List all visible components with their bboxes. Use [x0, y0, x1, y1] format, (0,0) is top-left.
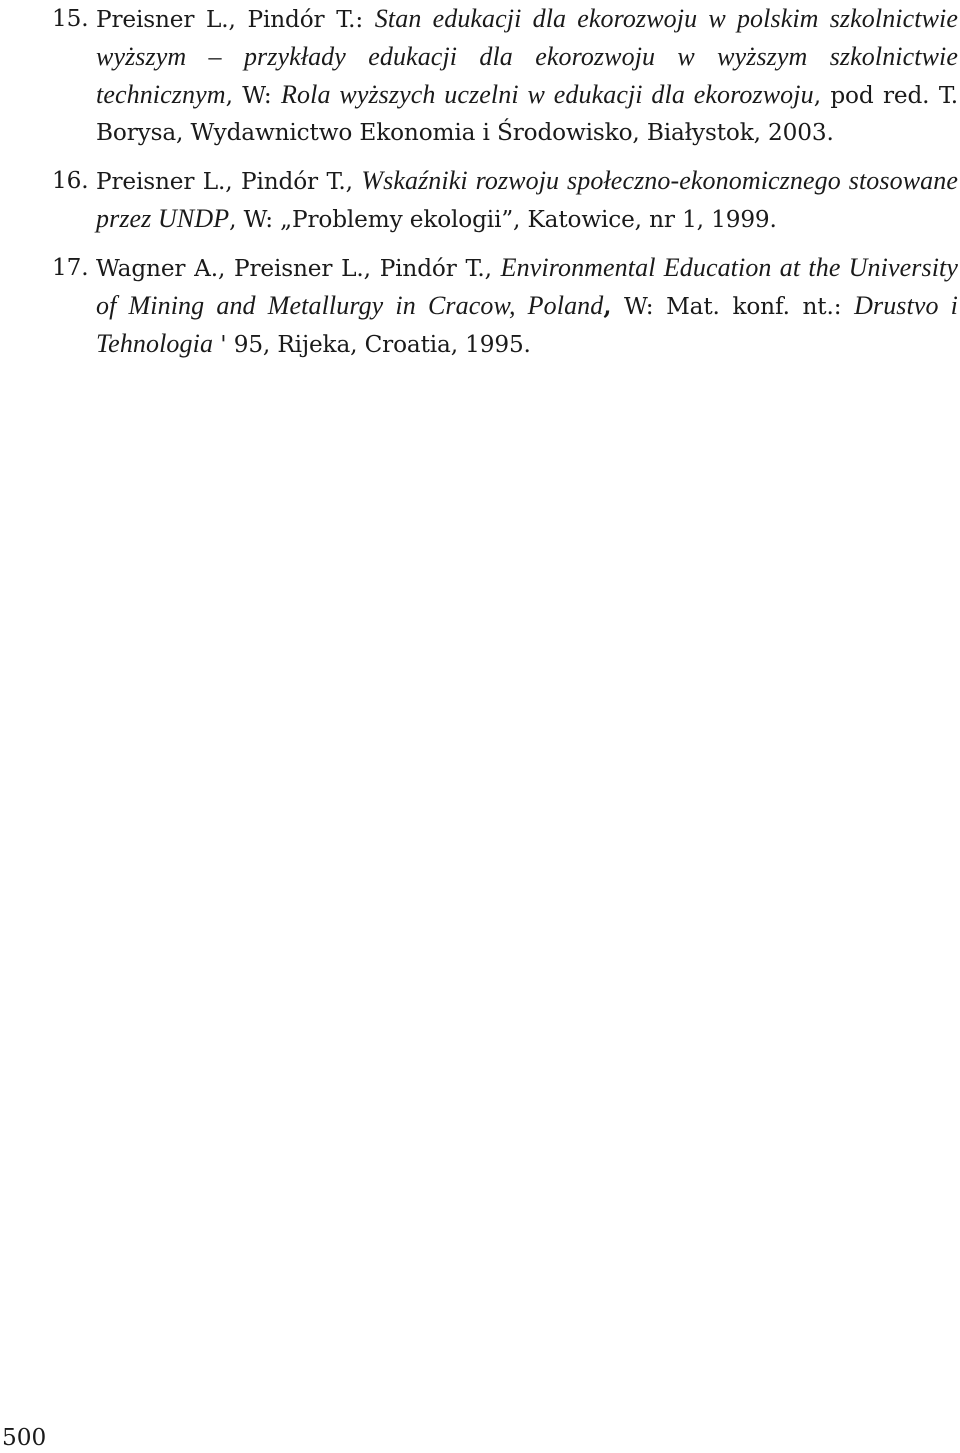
reference-number: 16. [52, 167, 89, 194]
reference-publication: , W: „Problemy ekologii”, Katowice, nr 1, 1999. [229, 206, 777, 233]
reference-item [52, 249, 958, 363]
reference-item [52, 162, 958, 238]
reference-number: 15. [52, 5, 89, 32]
reference-title: Wskaźniki rozwoju społeczno-ekonomicznego stosowane przez UNDP [96, 166, 958, 233]
reference-connector: W: Mat. konf. nt.: [611, 293, 855, 320]
reference-title: Environmental Education at the University of Mining and Metallurgy in Cracow, Poland [96, 253, 958, 320]
reference-list [52, 0, 958, 374]
reference-authors: Wagner A., Preisner L., Pindór T., [96, 255, 501, 282]
reference-book-title: Rola wyższych uczelni w edukacji dla ekorozwoju [281, 80, 814, 109]
page-number: 500 [2, 1424, 47, 1451]
reference-connector: , W: [225, 82, 282, 109]
reference-authors: Preisner L., Pindór T., [96, 168, 362, 195]
reference-conference-title: Drustvo i Tehnologia [96, 291, 958, 358]
reference-comma: , [603, 293, 612, 320]
reference-authors: Preisner L., Pindór T.: [96, 6, 375, 33]
reference-publication: , pod red. T. Borysa, Wydawnictwo Ekonomia i Środowisko, Białystok, 2003. [96, 82, 958, 146]
reference-publication: ' 95, Rijeka, Croatia, 1995. [213, 331, 531, 358]
reference-item [52, 0, 958, 151]
reference-number: 17. [52, 254, 89, 281]
reference-title: Stan edukacji dla ekorozwoju w polskim szkolnictwie wyższym – przykłady edukacji dla ekorozwoju w wyższym szkolnictwie technicznym [96, 4, 958, 109]
